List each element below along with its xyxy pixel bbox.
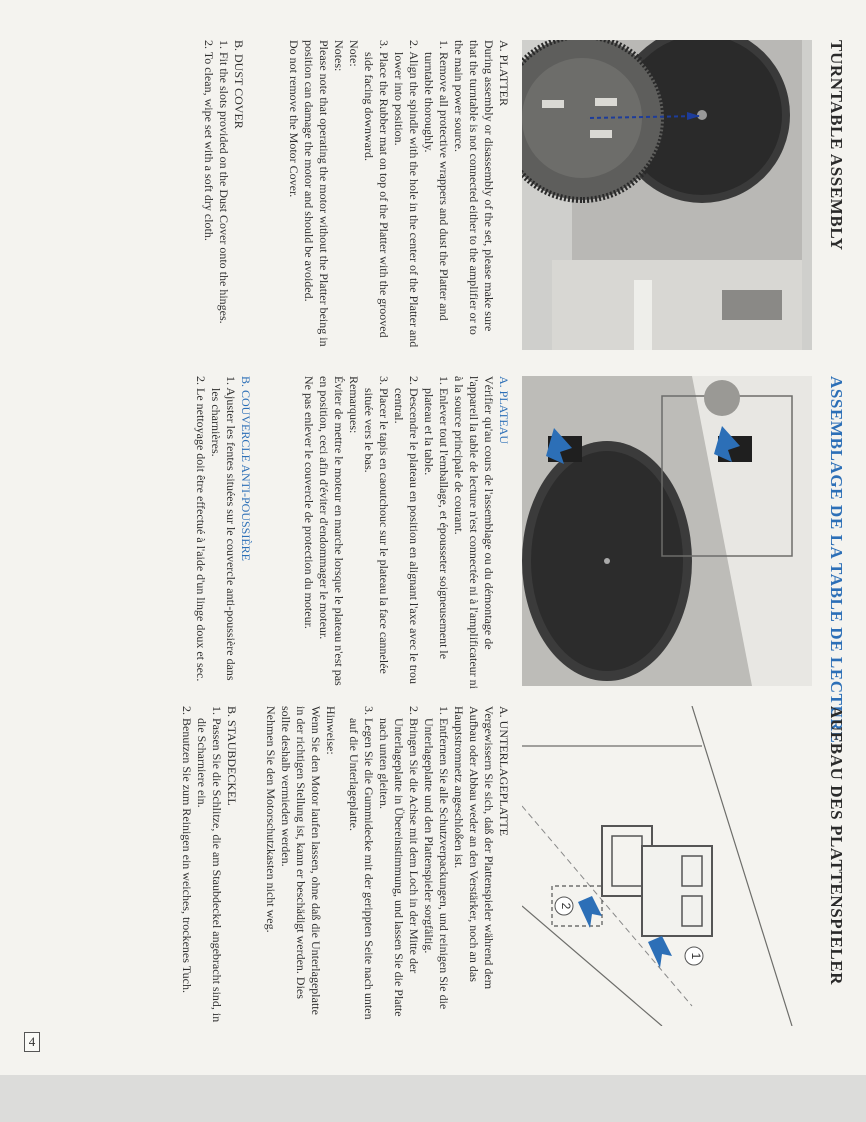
english-note-label: Note: [347, 40, 361, 67]
french-dust-step-2: 2. Le nettoyage doit être effectué à l'aide d'un linge doux et sec. [194, 376, 208, 682]
german-step-2: 2. Bringen Sie die Achse mit dem Loch in der Mitte der Unterlageplatte in Übereinstimmung, und lassen Sie die Platte nach unten gleiten. [377, 706, 421, 1017]
german-step-1: 1. Entfernen Sie alle Schutzverpackungen, und reinigen Sie die Unterlageplatte und den Plattenspieler sorgfältig. [422, 706, 451, 1010]
english-note-2: Do not remove the Motor Cover. [287, 40, 301, 198]
french-note-1: Éviter de mettre le moteur en marche lorsque le plateau n'est pas en position, ceci afin d'éviter d'endommager le moteur. [317, 376, 346, 686]
german-hints-label: Hinweise: [324, 706, 338, 755]
english-step-2: 2. Align the spindle with the hole in the center of the Platter and lower into position. [392, 40, 421, 348]
german-dust-step-2: 2. Benutzen Sie zum Reinigen ein weiches, trockenes Tuch. [180, 706, 194, 993]
english-title: TURNTABLE ASSEMBLY [827, 40, 846, 251]
german-text [179, 706, 511, 1026]
french-step-2: 2. Descendre le plateau en position en alignant l'axe avec le trou central. [392, 376, 421, 685]
rotated-content [0, 12, 852, 1052]
french-note-2: Ne pas enlever le couvercle de protection du moteur. [302, 376, 316, 629]
page-number: 4 [24, 1032, 40, 1052]
dust-cover-photo [522, 376, 812, 686]
german-platter-intro: Vergewissern Sie sich, daß der Plattenspieler während dem Aufbau oder Abbau weder an den Verstärker, noch an das Hauptstromnetz angeschloßen ist. [452, 706, 496, 990]
french-dust-step-1: 1. Ajuster les fentes situées sur le couvercle anti-poussière dans les charnières. [209, 376, 238, 681]
english-platter-heading: A. PLATTER [497, 40, 511, 106]
german-step-3: 3. Legen Sie die Gummidecke mit der gerippten Seite nach unten auf die Unterlageplatte. [347, 706, 376, 1020]
english-step-3: 3. Place the Rubber mat on top of the Platter with the grooved side facing downward. [362, 40, 391, 338]
german-dust-cover-heading: B. STAUBDECKEL [225, 706, 239, 806]
platter-photo-svg [522, 40, 812, 350]
german-dust-step-1: 1. Passen Sie die Schlitze, die am Staubdeckel angebracht sind, in die Scharniere ein. [195, 706, 224, 1023]
dust-cover-photo-svg [522, 376, 812, 686]
english-platter-intro: During assembly or disassembly of the set, please make sure that the turntable is not connected either to the amplifier or to the main power source. [452, 40, 496, 335]
english-dust-step-2: 2. To clean, wipe set with a soft dry cloth. [202, 40, 216, 241]
callout-2: 2 [559, 902, 573, 910]
french-step-3: 3. Placer le tapis en caoutchouc sur le plateau la face cannelée située vers le bas. [362, 376, 391, 674]
french-step-1: 1. Enlever tout l'emballage, et épousseter soigneusement le plateau et la table. [422, 376, 451, 660]
french-remarks-label: Remarques: [347, 376, 361, 434]
english-notes-label: Notes: [332, 40, 346, 72]
platter-photo [522, 40, 812, 350]
scan-edge [0, 1075, 866, 1122]
german-title: AUFBAU DES PLATTENSPIELER [827, 706, 846, 986]
german-note-1: Wenn Sie den Motor laufen lassen, ohne daß die Unterlageplatte in der richtigen Stellung ist, kann er beschädigt werden. Dies sollte deshalb vermieden werden. [279, 706, 323, 1015]
french-dust-cover-heading: B. COUVERCLE ANTI-POUSSIÈRE [239, 376, 253, 562]
callout-1: 1 [689, 952, 703, 960]
english-dust-cover-heading: B. DUST COVER [232, 40, 246, 129]
hinge-diagram-svg [522, 706, 812, 1026]
german-note-2: Nehmen Sie den Motorschutzkasten nicht weg. [264, 706, 278, 933]
french-text [193, 376, 511, 696]
hinge-diagram [522, 706, 812, 1026]
german-platter-heading: A. UNTERLAGEPLATTE [497, 706, 511, 836]
french-platter-intro: Vérifier qu'au cours de l'assemblage ou du démontage de l'appareil la table de lecture n'est connectée ni à l'amplificateur ni à la source principale de courant. [452, 376, 496, 690]
english-step-1: 1. Remove all protective wrappers and dust the Platter and turntable thoroughly. [422, 40, 451, 321]
french-title: ASSEMBLAGE DE LA TABLE DE LECTURE [827, 376, 846, 744]
french-platter-heading: A. PLATEAU [497, 376, 511, 444]
english-dust-step-1: 1. Fit the slots provided on the Dust Cover onto the hinges. [217, 40, 231, 324]
english-note-1: Please note that operating the motor without the Platter being in position can damage the motor and should be avoided. [302, 40, 331, 347]
english-text [201, 40, 511, 350]
